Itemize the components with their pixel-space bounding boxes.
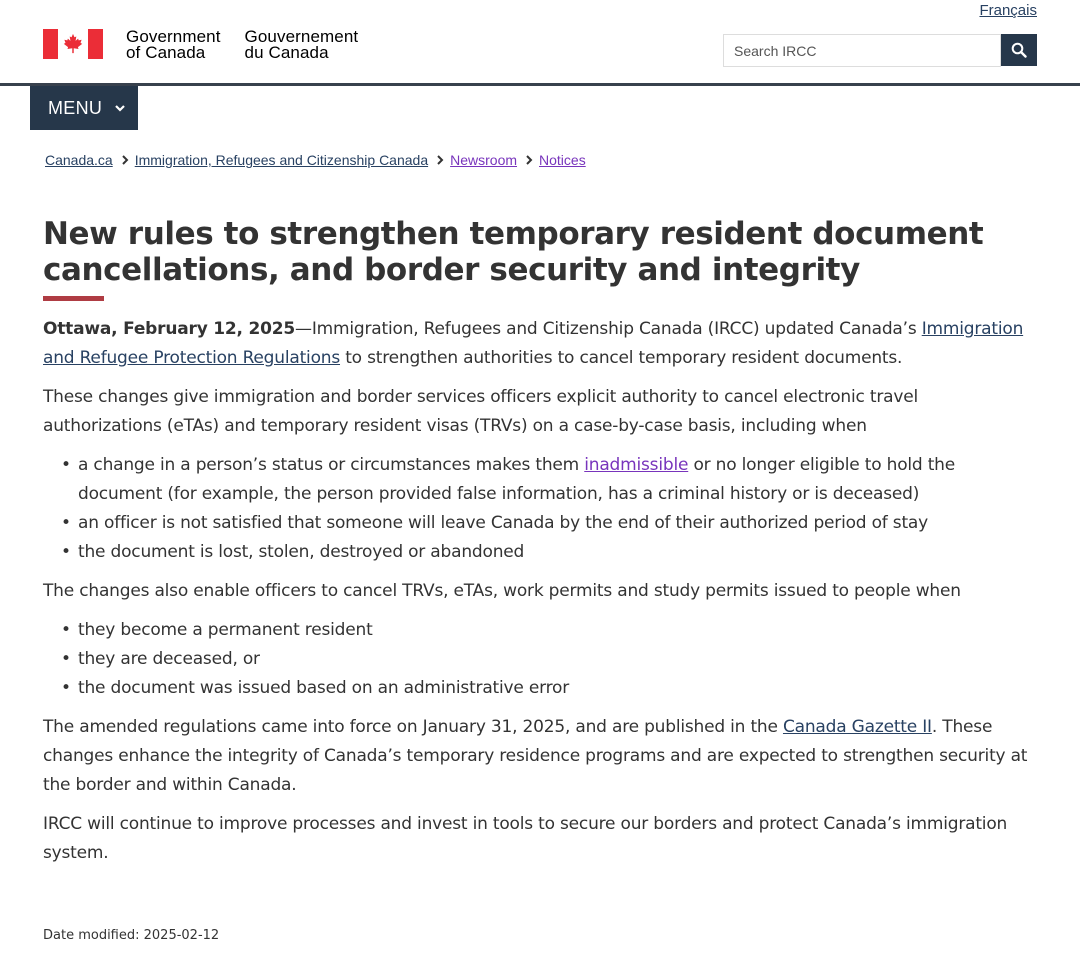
paragraph-also-enable: The changes also enable officers to cancel TRVs, eTAs, work permits and study permits issued to people when: [43, 581, 961, 601]
menu-label: MENU: [48, 97, 103, 118]
paragraph-changes: These changes give immigration and border services officers explicit authority to cancel electronic travel authorizations (eTAs) and temporary resident visas (TRVs) on a case-by-case basis, including when: [43, 387, 918, 436]
chevron-right-icon: [436, 155, 444, 165]
search-icon: [1011, 42, 1027, 58]
breadcrumb: [45, 152, 586, 168]
chevron-right-icon: [121, 155, 129, 165]
signature-english: Government of Canada: [126, 27, 221, 62]
menu-button[interactable]: [30, 86, 138, 130]
irpr-link[interactable]: Immigration and Refugee Protection Regulations: [43, 319, 1024, 368]
cancellation-conditions-list: [78, 451, 1038, 567]
list-item: • a change in a person’s status or circumstances makes them inadmissible or no longer eligible to hold the document (for example, the person provided false information, has a criminal history or is deceased): [78, 451, 1038, 509]
search-form: [723, 34, 1037, 67]
canada-flag-icon: [43, 29, 103, 59]
list-item: • they become a permanent resident: [78, 616, 1038, 645]
search-input[interactable]: [723, 34, 1001, 67]
paragraph-continue: IRCC will continue to improve processes and invest in tools to secure our borders and protect Canada’s immigration system.: [43, 814, 1008, 863]
list-item: • the document is lost, stolen, destroyed or abandoned: [78, 538, 1038, 567]
maple-leaf-icon: [62, 33, 84, 55]
intro-paragraph: Ottawa, February 12, 2025—Immigration, Refugees and Citizenship Canada (IRCC) updated Canada’s Immigration and Refugee Protection Regulations to strengthen authorities to cancel temporary resident documents.: [43, 319, 1024, 368]
list-item: • they are deceased, or: [78, 645, 1038, 674]
breadcrumb-link-ircc[interactable]: Immigration, Refugees and Citizenship Canada: [134, 152, 429, 168]
chevron-down-icon: [114, 102, 126, 114]
breadcrumb-link-canada[interactable]: Canada.ca: [45, 152, 113, 168]
paragraph-amended-regulations: The amended regulations came into force on January 31, 2025, and are published in the Canada Gazette II. These changes enhance the integrity of Canada’s temporary residence programs and are expected to strengthen security at the border and within Canada.: [43, 717, 1028, 795]
page-title: New rules to strengthen temporary resident document cancellations, and border security and integrity: [43, 216, 984, 288]
breadcrumb-link-notices[interactable]: Notices: [539, 152, 586, 168]
government-signature[interactable]: [43, 29, 358, 61]
date-modified: Date modified: 2025-02-12: [43, 928, 220, 943]
inadmissible-link[interactable]: inadmissible: [584, 455, 689, 475]
language-toggle-link[interactable]: Français: [979, 2, 1037, 19]
list-item: • an officer is not satisfied that someone will leave Canada by the end of their authorized period of stay: [78, 509, 1038, 538]
search-button[interactable]: [1001, 34, 1037, 66]
breadcrumb-link-newsroom[interactable]: Newsroom: [450, 152, 518, 168]
canada-gazette-link[interactable]: Canada Gazette II: [782, 717, 932, 737]
chevron-right-icon: [525, 155, 533, 165]
people-conditions-list: [78, 616, 1038, 703]
title-underline: [43, 296, 104, 301]
signature-french: Gouvernement du Canada: [244, 27, 359, 62]
site-header: [0, 0, 1080, 86]
main-content: [43, 216, 1038, 878]
list-item: • the document was issued based on an administrative error: [78, 674, 1038, 703]
dateline: Ottawa, February 12, 2025: [43, 319, 296, 339]
